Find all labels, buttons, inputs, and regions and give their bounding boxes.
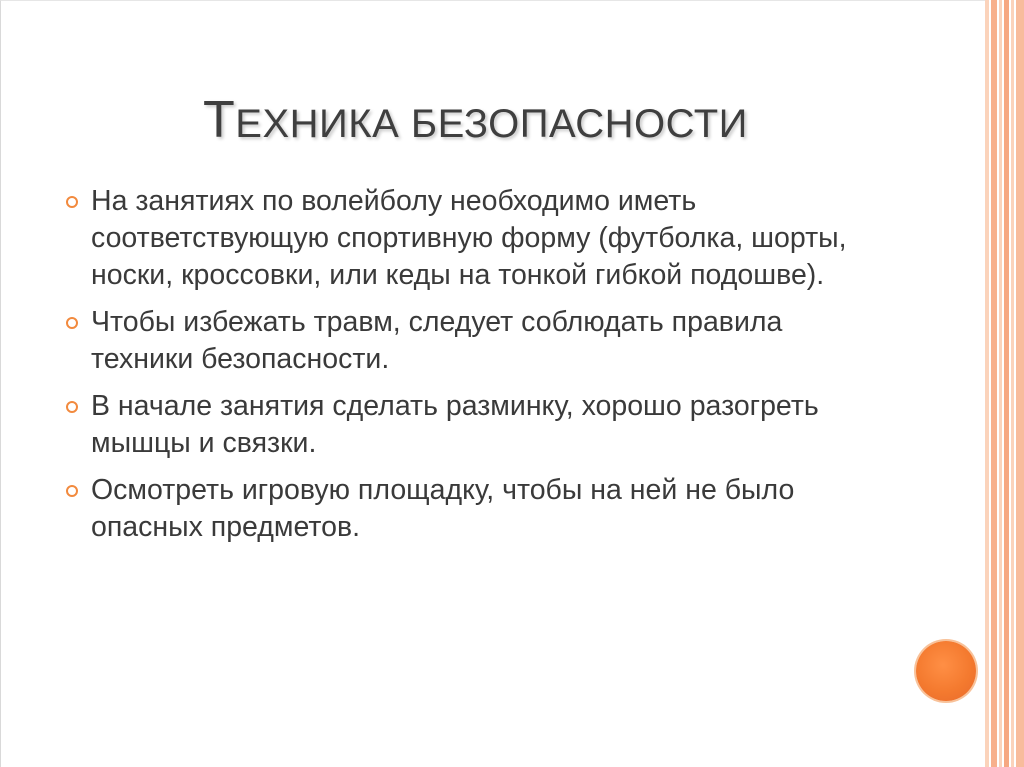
- list-item: [60, 183, 860, 294]
- orange-circle-icon: [916, 641, 976, 701]
- orange-ring-icon: [66, 401, 78, 413]
- list-item: [60, 472, 860, 546]
- stripe: [1016, 0, 1024, 767]
- stripe: [1011, 0, 1014, 767]
- orange-ring-icon: [66, 317, 78, 329]
- stripe: [985, 0, 989, 767]
- decorative-stripes: [985, 0, 1024, 767]
- title-rest: ЕХНИКА БЕЗОПАСНОСТИ: [235, 102, 748, 146]
- bullet-text: На занятиях по волейболу необходимо иметь соответствующую спортивную форму (футболка, шорты, носки, кроссовки, или кеды на тонкой гибкой подошве).: [91, 185, 847, 291]
- title-first-letter: Т: [203, 91, 236, 149]
- bullet-text: Чтобы избежать травм, следует соблюдать правила техники безопасности.: [91, 306, 783, 375]
- bullet-list: [60, 183, 860, 556]
- bullet-text: Осмотреть игровую площадку, чтобы на ней не было опасных предметов.: [91, 474, 795, 543]
- list-item: [60, 388, 860, 462]
- bullet-text: В начале занятия сделать разминку, хорошо разогреть мышцы и связки.: [91, 390, 819, 459]
- stripe: [991, 0, 997, 767]
- stripe: [999, 0, 1002, 767]
- slide-title: [203, 88, 748, 156]
- list-item: [60, 304, 860, 378]
- orange-ring-icon: [66, 485, 78, 497]
- stripe: [1004, 0, 1009, 767]
- orange-ring-icon: [66, 196, 78, 208]
